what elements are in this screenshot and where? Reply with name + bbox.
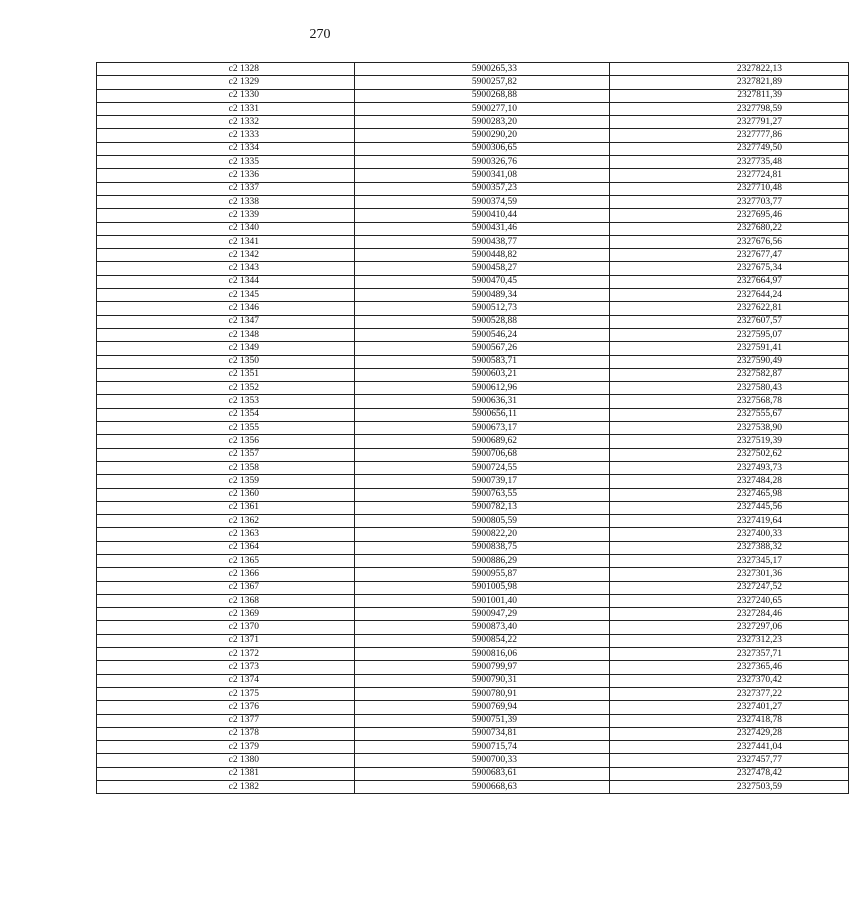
point-id-cell: с2 1340 [97,222,355,235]
y-coordinate-cell: 2327345,17 [610,554,849,567]
table-row [97,727,849,740]
y-coordinate-cell: 2327401,27 [610,701,849,714]
x-coordinate-cell: 5900734,81 [355,727,610,740]
point-id-cell: с2 1378 [97,727,355,740]
point-id-cell: с2 1365 [97,554,355,567]
x-coordinate-cell: 5900790,31 [355,674,610,687]
y-coordinate-cell: 2327695,46 [610,209,849,222]
point-id-cell: с2 1361 [97,501,355,514]
point-id-cell: с2 1366 [97,568,355,581]
y-coordinate-cell: 2327377,22 [610,687,849,700]
x-coordinate-cell: 5900283,20 [355,116,610,129]
point-id-cell: с2 1354 [97,408,355,421]
x-coordinate-cell: 5900739,17 [355,475,610,488]
point-id-cell: с2 1367 [97,581,355,594]
point-id-cell: с2 1377 [97,714,355,727]
point-id-cell: с2 1336 [97,169,355,182]
y-coordinate-cell: 2327582,87 [610,368,849,381]
x-coordinate-cell: 5900357,23 [355,182,610,195]
table-row [97,302,849,315]
y-coordinate-cell: 2327457,77 [610,754,849,767]
point-id-cell: с2 1355 [97,422,355,435]
table-row [97,209,849,222]
y-coordinate-cell: 2327798,59 [610,102,849,115]
y-coordinate-cell: 2327538,90 [610,422,849,435]
table-row [97,129,849,142]
x-coordinate-cell: 5900277,10 [355,102,610,115]
x-coordinate-cell: 5900689,62 [355,435,610,448]
x-coordinate-cell: 5900947,29 [355,608,610,621]
point-id-cell: с2 1349 [97,342,355,355]
y-coordinate-cell: 2327240,65 [610,594,849,607]
y-coordinate-cell: 2327724,81 [610,169,849,182]
point-id-cell: с2 1352 [97,382,355,395]
y-coordinate-cell: 2327465,98 [610,488,849,501]
x-coordinate-cell: 5900683,61 [355,767,610,780]
table-row [97,249,849,262]
table-row [97,461,849,474]
y-coordinate-cell: 2327388,32 [610,541,849,554]
x-coordinate-cell: 5900470,45 [355,275,610,288]
x-coordinate-cell: 5900431,46 [355,222,610,235]
table-row [97,621,849,634]
point-id-cell: с2 1328 [97,63,355,76]
x-coordinate-cell: 5900603,21 [355,368,610,381]
table-row [97,767,849,780]
y-coordinate-cell: 2327247,52 [610,581,849,594]
point-id-cell: с2 1347 [97,315,355,328]
y-coordinate-cell: 2327710,48 [610,182,849,195]
point-id-cell: с2 1345 [97,289,355,302]
x-coordinate-cell: 5900410,44 [355,209,610,222]
table-row [97,63,849,76]
point-id-cell: с2 1362 [97,515,355,528]
point-id-cell: с2 1376 [97,701,355,714]
table-row [97,648,849,661]
table-row [97,674,849,687]
table-row [97,754,849,767]
y-coordinate-cell: 2327297,06 [610,621,849,634]
table-row [97,235,849,248]
table-row [97,634,849,647]
point-id-cell: с2 1382 [97,781,355,794]
table-row [97,554,849,567]
point-id-cell: с2 1351 [97,368,355,381]
y-coordinate-cell: 2327429,28 [610,727,849,740]
x-coordinate-cell: 5900816,06 [355,648,610,661]
table-row [97,501,849,514]
y-coordinate-cell: 2327821,89 [610,76,849,89]
x-coordinate-cell: 5900822,20 [355,528,610,541]
y-coordinate-cell: 2327502,62 [610,448,849,461]
y-coordinate-cell: 2327441,04 [610,741,849,754]
y-coordinate-cell: 2327680,22 [610,222,849,235]
point-id-cell: с2 1369 [97,608,355,621]
x-coordinate-cell: 5900448,82 [355,249,610,262]
table-row [97,435,849,448]
x-coordinate-cell: 5900265,33 [355,63,610,76]
y-coordinate-cell: 2327301,36 [610,568,849,581]
point-id-cell: с2 1342 [97,249,355,262]
table-row [97,781,849,794]
point-id-cell: с2 1357 [97,448,355,461]
table-row [97,528,849,541]
y-coordinate-cell: 2327357,71 [610,648,849,661]
y-coordinate-cell: 2327675,34 [610,262,849,275]
table-row [97,448,849,461]
table-row [97,687,849,700]
y-coordinate-cell: 2327484,28 [610,475,849,488]
table-row [97,102,849,115]
point-id-cell: с2 1337 [97,182,355,195]
x-coordinate-cell: 5900257,82 [355,76,610,89]
x-coordinate-cell: 5900512,73 [355,302,610,315]
x-coordinate-cell: 5900268,88 [355,89,610,102]
table-row [97,355,849,368]
x-coordinate-cell: 5900769,94 [355,701,610,714]
table-row [97,594,849,607]
y-coordinate-cell: 2327365,46 [610,661,849,674]
y-coordinate-cell: 2327493,73 [610,461,849,474]
x-coordinate-cell: 5900838,75 [355,541,610,554]
y-coordinate-cell: 2327519,39 [610,435,849,448]
point-id-cell: с2 1335 [97,156,355,169]
x-coordinate-cell: 5900799,97 [355,661,610,674]
table-row [97,608,849,621]
table-row [97,116,849,129]
y-coordinate-cell: 2327791,27 [610,116,849,129]
point-id-cell: с2 1360 [97,488,355,501]
table-row [97,182,849,195]
point-id-cell: с2 1371 [97,634,355,647]
y-coordinate-cell: 2327400,33 [610,528,849,541]
table-row [97,422,849,435]
y-coordinate-cell: 2327664,97 [610,275,849,288]
x-coordinate-cell: 5900955,87 [355,568,610,581]
x-coordinate-cell: 5901001,40 [355,594,610,607]
table-row [97,275,849,288]
table-row [97,541,849,554]
x-coordinate-cell: 5900656,11 [355,408,610,421]
table-row [97,408,849,421]
x-coordinate-cell: 5900805,59 [355,515,610,528]
point-id-cell: с2 1330 [97,89,355,102]
y-coordinate-cell: 2327568,78 [610,395,849,408]
table-row [97,568,849,581]
x-coordinate-cell: 5900873,40 [355,621,610,634]
y-coordinate-cell: 2327703,77 [610,195,849,208]
point-id-cell: с2 1364 [97,541,355,554]
point-id-cell: с2 1344 [97,275,355,288]
x-coordinate-cell: 5900724,55 [355,461,610,474]
y-coordinate-cell: 2327478,42 [610,767,849,780]
x-coordinate-cell: 5900567,26 [355,342,610,355]
point-id-cell: с2 1333 [97,129,355,142]
y-coordinate-cell: 2327590,49 [610,355,849,368]
point-id-cell: с2 1372 [97,648,355,661]
page-number: 270 [309,27,331,42]
y-coordinate-cell: 2327284,46 [610,608,849,621]
point-id-cell: с2 1359 [97,475,355,488]
x-coordinate-cell: 5900374,59 [355,195,610,208]
point-id-cell: с2 1374 [97,674,355,687]
table-row [97,714,849,727]
x-coordinate-cell: 5900290,20 [355,129,610,142]
x-coordinate-cell: 5900612,96 [355,382,610,395]
point-id-cell: с2 1379 [97,741,355,754]
y-coordinate-cell: 2327735,48 [610,156,849,169]
table-row [97,581,849,594]
point-id-cell: с2 1380 [97,754,355,767]
table-row [97,315,849,328]
x-coordinate-cell: 5900341,08 [355,169,610,182]
x-coordinate-cell: 5901005,98 [355,581,610,594]
x-coordinate-cell: 5900458,27 [355,262,610,275]
point-id-cell: с2 1353 [97,395,355,408]
y-coordinate-cell: 2327591,41 [610,342,849,355]
table-row [97,195,849,208]
coordinates-table-body [97,63,849,794]
y-coordinate-cell: 2327418,78 [610,714,849,727]
y-coordinate-cell: 2327811,39 [610,89,849,102]
table-row [97,368,849,381]
y-coordinate-cell: 2327676,56 [610,235,849,248]
table-row [97,515,849,528]
point-id-cell: с2 1356 [97,435,355,448]
table-row [97,76,849,89]
x-coordinate-cell: 5900715,74 [355,741,610,754]
point-id-cell: с2 1348 [97,328,355,341]
table-row [97,475,849,488]
point-id-cell: с2 1346 [97,302,355,315]
point-id-cell: с2 1334 [97,142,355,155]
x-coordinate-cell: 5900668,63 [355,781,610,794]
point-id-cell: с2 1329 [97,76,355,89]
table-row [97,222,849,235]
y-coordinate-cell: 2327419,64 [610,515,849,528]
x-coordinate-cell: 5900528,88 [355,315,610,328]
table-row [97,142,849,155]
y-coordinate-cell: 2327503,59 [610,781,849,794]
table-row [97,262,849,275]
x-coordinate-cell: 5900489,34 [355,289,610,302]
y-coordinate-cell: 2327595,07 [610,328,849,341]
table-row [97,169,849,182]
x-coordinate-cell: 5900673,17 [355,422,610,435]
point-id-cell: с2 1331 [97,102,355,115]
table-row [97,488,849,501]
table-row [97,328,849,341]
point-id-cell: с2 1358 [97,461,355,474]
table-row [97,661,849,674]
table-row [97,342,849,355]
point-id-cell: с2 1338 [97,195,355,208]
x-coordinate-cell: 5900636,31 [355,395,610,408]
x-coordinate-cell: 5900546,24 [355,328,610,341]
table-row [97,701,849,714]
x-coordinate-cell: 5900751,39 [355,714,610,727]
y-coordinate-cell: 2327677,47 [610,249,849,262]
y-coordinate-cell: 2327644,24 [610,289,849,302]
x-coordinate-cell: 5900763,55 [355,488,610,501]
point-id-cell: с2 1375 [97,687,355,700]
point-id-cell: с2 1373 [97,661,355,674]
table-row [97,382,849,395]
x-coordinate-cell: 5900706,68 [355,448,610,461]
table-row [97,395,849,408]
x-coordinate-cell: 5900438,77 [355,235,610,248]
y-coordinate-cell: 2327777,86 [610,129,849,142]
x-coordinate-cell: 5900306,65 [355,142,610,155]
y-coordinate-cell: 2327622,81 [610,302,849,315]
x-coordinate-cell: 5900886,29 [355,554,610,567]
table-row [97,289,849,302]
point-id-cell: с2 1341 [97,235,355,248]
table-row [97,741,849,754]
point-id-cell: с2 1381 [97,767,355,780]
x-coordinate-cell: 5900583,71 [355,355,610,368]
y-coordinate-cell: 2327580,43 [610,382,849,395]
point-id-cell: с2 1368 [97,594,355,607]
x-coordinate-cell: 5900326,76 [355,156,610,169]
y-coordinate-cell: 2327555,67 [610,408,849,421]
x-coordinate-cell: 5900780,91 [355,687,610,700]
y-coordinate-cell: 2327370,42 [610,674,849,687]
x-coordinate-cell: 5900782,13 [355,501,610,514]
point-id-cell: с2 1343 [97,262,355,275]
y-coordinate-cell: 2327749,50 [610,142,849,155]
x-coordinate-cell: 5900854,22 [355,634,610,647]
table-row [97,89,849,102]
point-id-cell: с2 1350 [97,355,355,368]
point-id-cell: с2 1370 [97,621,355,634]
table-row [97,156,849,169]
point-id-cell: с2 1332 [97,116,355,129]
point-id-cell: с2 1339 [97,209,355,222]
y-coordinate-cell: 2327822,13 [610,63,849,76]
y-coordinate-cell: 2327312,23 [610,634,849,647]
point-id-cell: с2 1363 [97,528,355,541]
coordinates-table [96,62,849,794]
x-coordinate-cell: 5900700,33 [355,754,610,767]
y-coordinate-cell: 2327607,57 [610,315,849,328]
y-coordinate-cell: 2327445,56 [610,501,849,514]
